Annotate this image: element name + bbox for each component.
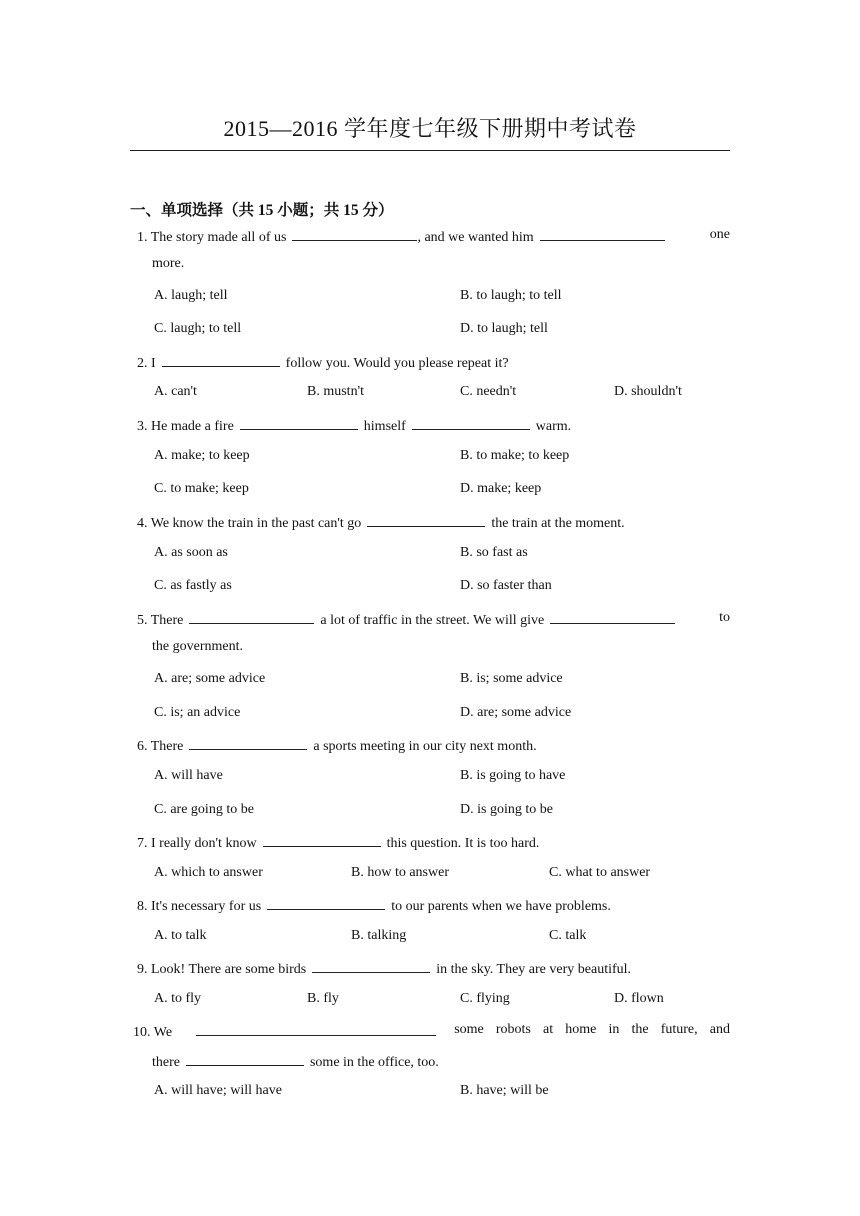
q1-text-c: one bbox=[709, 227, 730, 242]
question-10 bbox=[133, 1021, 730, 1042]
q6-option-a[interactable]: A. will have bbox=[154, 768, 223, 783]
q5-text-c: to bbox=[719, 610, 730, 625]
question-5 bbox=[137, 609, 730, 630]
q6-option-c[interactable]: C. are going to be bbox=[154, 802, 254, 817]
q5-text-a: 5. There bbox=[137, 613, 184, 628]
q5-option-d[interactable]: D. are; some advice bbox=[460, 705, 572, 720]
question-9 bbox=[137, 958, 730, 979]
q2-text-b: follow you. Would you please repeat it? bbox=[285, 356, 509, 371]
q10-blank-1[interactable] bbox=[196, 1021, 436, 1036]
q10-word-2: some bbox=[454, 1022, 484, 1037]
q2-text-a: 2. I bbox=[137, 356, 156, 371]
q7-text-b: this question. It is too hard. bbox=[386, 836, 540, 851]
q5-blank-2[interactable] bbox=[550, 609, 675, 624]
q10-word-6: in bbox=[608, 1022, 620, 1037]
q3-option-c[interactable]: C. to make; keep bbox=[154, 481, 249, 496]
q10-continuation bbox=[152, 1051, 439, 1072]
question-6 bbox=[137, 735, 730, 756]
question-8 bbox=[137, 895, 730, 916]
q9-option-c[interactable]: C. flying bbox=[460, 991, 510, 1006]
q10-blank-2[interactable] bbox=[186, 1051, 304, 1066]
q4-option-b[interactable]: B. so fast as bbox=[460, 545, 528, 560]
q5-option-c[interactable]: C. is; an advice bbox=[154, 705, 241, 720]
q1-option-b[interactable]: B. to laugh; to tell bbox=[460, 288, 562, 303]
q9-text-b: in the sky. They are very beautiful. bbox=[436, 962, 632, 977]
q7-option-c[interactable]: C. what to answer bbox=[549, 865, 651, 880]
q5-text-b: a lot of traffic in the street. We will give bbox=[320, 613, 545, 628]
question-4 bbox=[137, 512, 730, 533]
q7-option-a[interactable]: A. which to answer bbox=[154, 865, 263, 880]
q2-option-c[interactable]: C. needn't bbox=[460, 384, 517, 399]
q1-option-d[interactable]: D. to laugh; tell bbox=[460, 321, 548, 336]
q8-option-c[interactable]: C. talk bbox=[549, 928, 587, 943]
q2-blank-1[interactable] bbox=[162, 352, 280, 367]
q3-blank-2[interactable] bbox=[412, 415, 530, 430]
q6-text-b: a sports meeting in our city next month. bbox=[313, 739, 537, 754]
q3-option-a[interactable]: A. make; to keep bbox=[154, 448, 250, 463]
q2-option-a[interactable]: A. can't bbox=[154, 384, 197, 399]
q10-option-b[interactable]: B. have; will be bbox=[460, 1083, 549, 1098]
q5-continuation: the government. bbox=[152, 639, 243, 654]
q7-option-b[interactable]: B. how to answer bbox=[351, 865, 449, 880]
q7-blank-1[interactable] bbox=[263, 832, 381, 847]
q3-text-b: himself bbox=[363, 419, 406, 434]
q2-option-d[interactable]: D. shouldn't bbox=[614, 384, 682, 399]
q1-option-a[interactable]: A. laugh; tell bbox=[154, 288, 228, 303]
q2-option-b[interactable]: B. mustn't bbox=[307, 384, 364, 399]
question-2 bbox=[137, 352, 730, 373]
title-divider bbox=[130, 150, 730, 151]
q1-option-c[interactable]: C. laugh; to tell bbox=[154, 321, 242, 336]
q10-cont-b: some in the office, too. bbox=[309, 1055, 439, 1070]
q6-blank-1[interactable] bbox=[189, 735, 307, 750]
q8-blank-1[interactable] bbox=[267, 895, 385, 910]
q10-word-9: and bbox=[709, 1022, 730, 1037]
q6-option-b[interactable]: B. is going to have bbox=[460, 768, 566, 783]
q9-blank-1[interactable] bbox=[312, 958, 430, 973]
q10-cont-a: there bbox=[152, 1055, 180, 1070]
q1-text-a: 1. The story made all of us bbox=[137, 230, 287, 245]
q6-text-a: 6. There bbox=[137, 739, 184, 754]
q10-word-4: at bbox=[543, 1022, 554, 1037]
q6-option-d[interactable]: D. is going to be bbox=[460, 802, 553, 817]
q9-option-d[interactable]: D. flown bbox=[614, 991, 664, 1006]
exam-title: 2015—2016 学年度七年级下册期中考试卷 bbox=[223, 116, 637, 141]
q5-option-a[interactable]: A. are; some advice bbox=[154, 671, 266, 686]
q9-option-b[interactable]: B. fly bbox=[307, 991, 339, 1006]
q3-text-c: warm. bbox=[535, 419, 572, 434]
q8-option-b[interactable]: B. talking bbox=[351, 928, 407, 943]
q4-blank-1[interactable] bbox=[367, 512, 485, 527]
q4-text-b: the train at the moment. bbox=[491, 516, 625, 531]
q10-word-3: robots bbox=[495, 1022, 531, 1037]
q3-blank-1[interactable] bbox=[240, 415, 358, 430]
q3-option-b[interactable]: B. to make; to keep bbox=[460, 448, 570, 463]
q9-text-a: 9. Look! There are some birds bbox=[137, 962, 307, 977]
q10-word-5: home bbox=[565, 1022, 597, 1037]
q3-text-a: 3. He made a fire bbox=[137, 419, 234, 434]
q10-option-a[interactable]: A. will have; will have bbox=[154, 1083, 282, 1098]
q5-option-b[interactable]: B. is; some advice bbox=[460, 671, 563, 686]
question-3 bbox=[137, 415, 730, 436]
q7-text-a: 7. I really don't know bbox=[137, 836, 257, 851]
q1-blank-2[interactable] bbox=[540, 226, 665, 241]
question-1 bbox=[137, 226, 730, 247]
q4-option-a[interactable]: A. as soon as bbox=[154, 545, 228, 560]
section-heading: 一、单项选择（共 15 小题；共 15 分） bbox=[130, 202, 394, 219]
q1-text-b: , and we wanted him bbox=[417, 230, 534, 245]
question-7 bbox=[137, 832, 730, 853]
q8-text-a: 8. It's necessary for us bbox=[137, 899, 262, 914]
q4-option-d[interactable]: D. so faster than bbox=[460, 578, 552, 593]
q10-word-7: the bbox=[631, 1022, 649, 1037]
q8-option-a[interactable]: A. to talk bbox=[154, 928, 207, 943]
q1-blank-1[interactable] bbox=[292, 226, 417, 241]
q4-option-c[interactable]: C. as fastly as bbox=[154, 578, 232, 593]
q8-text-b: to our parents when we have problems. bbox=[391, 899, 611, 914]
q9-option-a[interactable]: A. to fly bbox=[154, 991, 202, 1006]
q10-word-8: future, bbox=[660, 1022, 698, 1037]
q4-text-a: 4. We know the train in the past can't go bbox=[137, 516, 362, 531]
q5-blank-1[interactable] bbox=[189, 609, 314, 624]
q3-option-d[interactable]: D. make; keep bbox=[460, 481, 542, 496]
q10-word-1: 10. We bbox=[133, 1025, 173, 1040]
q1-continuation: more. bbox=[152, 256, 185, 271]
